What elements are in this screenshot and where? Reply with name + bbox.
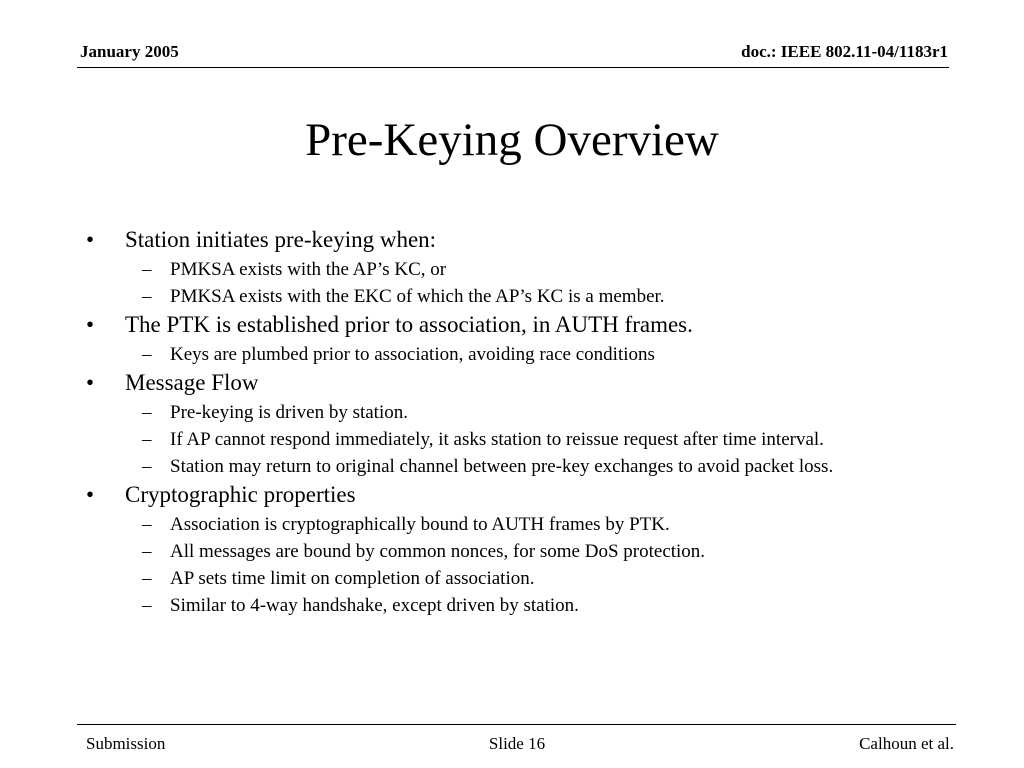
bullet-item <box>84 481 944 617</box>
footer-slide-number: Slide 16 <box>488 734 546 753</box>
bullet-item <box>84 226 944 308</box>
bullet-icon: • <box>86 227 95 252</box>
dash-icon: – <box>142 286 152 307</box>
sub-bullet-text: PMKSA exists with the EKC of which the AP’s KC is a member. <box>170 286 665 307</box>
sub-bullet-item <box>84 541 944 563</box>
sub-bullet-item <box>84 286 944 308</box>
sub-bullet-text: Pre-keying is driven by station. <box>170 402 408 423</box>
sub-bullet-text: PMKSA exists with the AP’s KC, or <box>170 259 447 280</box>
header-date: January 2005 <box>80 42 179 61</box>
dash-icon: – <box>142 429 152 450</box>
bullet-item <box>84 369 944 478</box>
sub-list <box>125 259 944 308</box>
bullet-icon: • <box>86 482 95 507</box>
bullet-icon: • <box>86 312 95 337</box>
bullet-text: Station initiates pre-keying when: <box>125 227 437 252</box>
bullet-icon: • <box>86 370 95 395</box>
sub-list <box>125 402 944 478</box>
sub-bullet-item <box>84 456 944 478</box>
sub-bullet-text: AP sets time limit on completion of association. <box>170 568 535 589</box>
bullet-item <box>84 311 944 366</box>
header-doc-id: doc.: IEEE 802.11-04/1183r1 <box>741 42 948 61</box>
sub-bullet-item <box>84 595 944 617</box>
dash-icon: – <box>142 514 152 535</box>
sub-bullet-text: Station may return to original channel between pre-key exchanges to avoid packet loss. <box>170 456 834 477</box>
sub-bullet-text: If AP cannot respond immediately, it asks station to reissue request after time interval. <box>170 429 824 450</box>
footer-divider <box>77 724 956 725</box>
header-divider <box>77 67 949 68</box>
slide-title: Pre-Keying Overview <box>305 114 719 166</box>
dash-icon: – <box>142 456 152 477</box>
sub-list <box>125 514 944 617</box>
sub-bullet-item <box>84 344 944 366</box>
dash-icon: – <box>142 344 152 365</box>
sub-bullet-text: Association is cryptographically bound to AUTH frames by PTK. <box>170 514 670 535</box>
sub-bullet-item <box>84 429 944 451</box>
sub-list <box>125 344 944 366</box>
sub-bullet-text: Keys are plumbed prior to association, avoiding race conditions <box>170 344 655 365</box>
sub-bullet-item <box>84 259 944 281</box>
dash-icon: – <box>142 402 152 423</box>
dash-icon: – <box>142 595 152 616</box>
footer-submission: Submission <box>86 734 166 753</box>
bullet-list <box>84 226 944 617</box>
sub-bullet-item <box>84 402 944 424</box>
bullet-text: The PTK is established prior to association, in AUTH frames. <box>125 312 693 337</box>
bullet-text: Cryptographic properties <box>125 482 356 507</box>
sub-bullet-text: All messages are bound by common nonces, for some DoS protection. <box>170 541 706 562</box>
footer-authors: Calhoun et al. <box>859 734 954 753</box>
dash-icon: – <box>142 541 152 562</box>
sub-bullet-item <box>84 514 944 536</box>
sub-bullet-item <box>84 568 944 590</box>
dash-icon: – <box>142 568 152 589</box>
bullet-text: Message Flow <box>125 370 259 395</box>
sub-bullet-text: Similar to 4-way handshake, except driven by station. <box>170 595 579 616</box>
dash-icon: – <box>142 259 152 280</box>
